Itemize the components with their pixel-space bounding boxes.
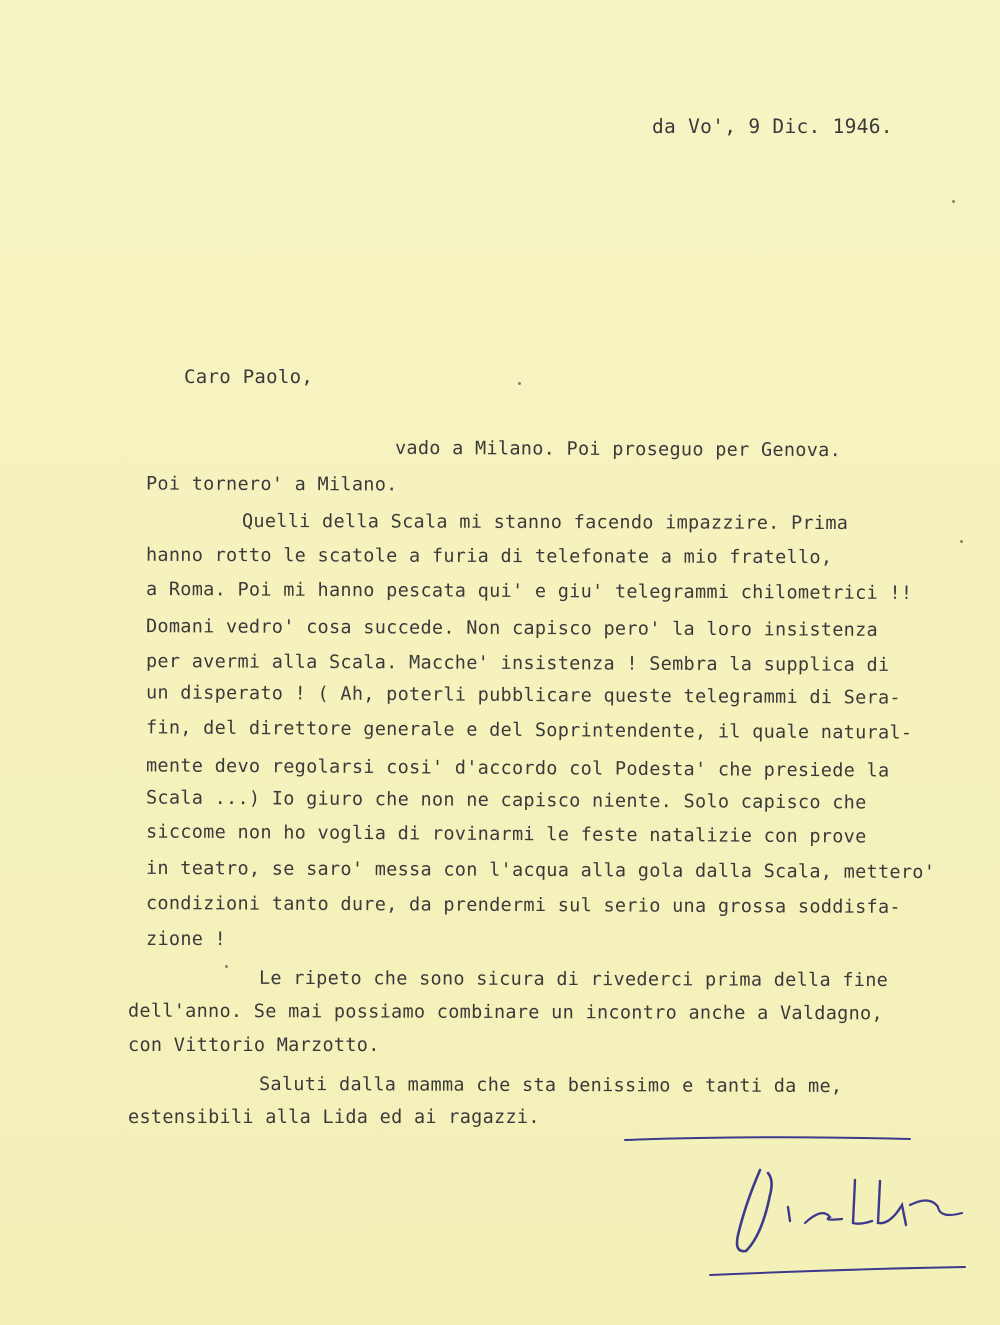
body-line: in teatro, se saro' messa con l'acqua alla gola dalla Scala, mettero' bbox=[145, 857, 936, 884]
body-line: Saluti dalla mamma che sta benissimo e tanti da me, bbox=[258, 1073, 843, 1098]
paper-speck bbox=[952, 200, 955, 203]
paper-speck bbox=[518, 382, 521, 385]
body-line: hanno rotto le scatole a furia di telefonate a mio fratello, bbox=[145, 544, 833, 569]
body-line: con Vittorio Marzotto. bbox=[128, 1035, 380, 1056]
body-line: Quelli della Scala mi stanno facendo impazzire. Prima bbox=[241, 510, 849, 535]
body-line: a Roma. Poi mi hanno pescata qui' e giu' telegrammi chilometrici !! bbox=[145, 578, 913, 605]
body-line: vado a Milano. Poi proseguo per Genova. bbox=[394, 437, 842, 462]
body-line: fin, del direttore generale e del Soprintendente, il quale natural- bbox=[145, 717, 913, 744]
body-line: estensibili alla Lida ed ai ragazzi. bbox=[128, 1107, 540, 1128]
body-line: siccome non ho voglia di rovinarmi le feste natalizie con prove bbox=[145, 821, 867, 848]
body-line: Domani vedro' cosa succede. Non capisco pero' la loro insistenza bbox=[145, 616, 879, 641]
letter-date: da Vo', 9 Dic. 1946. bbox=[652, 115, 893, 138]
paper-speck bbox=[960, 540, 963, 543]
paper-speck bbox=[225, 965, 228, 968]
body-line: Poi tornero' a Milano. bbox=[145, 473, 398, 496]
body-line: dell'anno. Se mai possiamo combinare un incontro anche a Valdagno, bbox=[127, 1000, 883, 1025]
salutation: Caro Paolo, bbox=[184, 366, 314, 388]
body-line: zione ! bbox=[146, 929, 227, 950]
body-line: Le ripeto che sono sicura di rivederci prima della fine bbox=[258, 967, 889, 992]
body-line: mente devo regolarsi cosi' d'accordo col Podesta' che presiede la bbox=[145, 755, 890, 782]
body-line: condizioni tanto dure, da prendermi sul serio una grossa soddisfa- bbox=[145, 893, 901, 918]
body-line: Scala ...) Io giuro che non ne capisco niente. Solo capisco che bbox=[145, 787, 867, 814]
body-line: per avermi alla Scala. Macche' insistenza ! Sembra la supplica di bbox=[145, 651, 890, 676]
body-line: un disperato ! ( Ah, poterli pubblicare queste telegrammi di Sera- bbox=[145, 682, 901, 709]
handwritten-signature bbox=[610, 1125, 990, 1295]
